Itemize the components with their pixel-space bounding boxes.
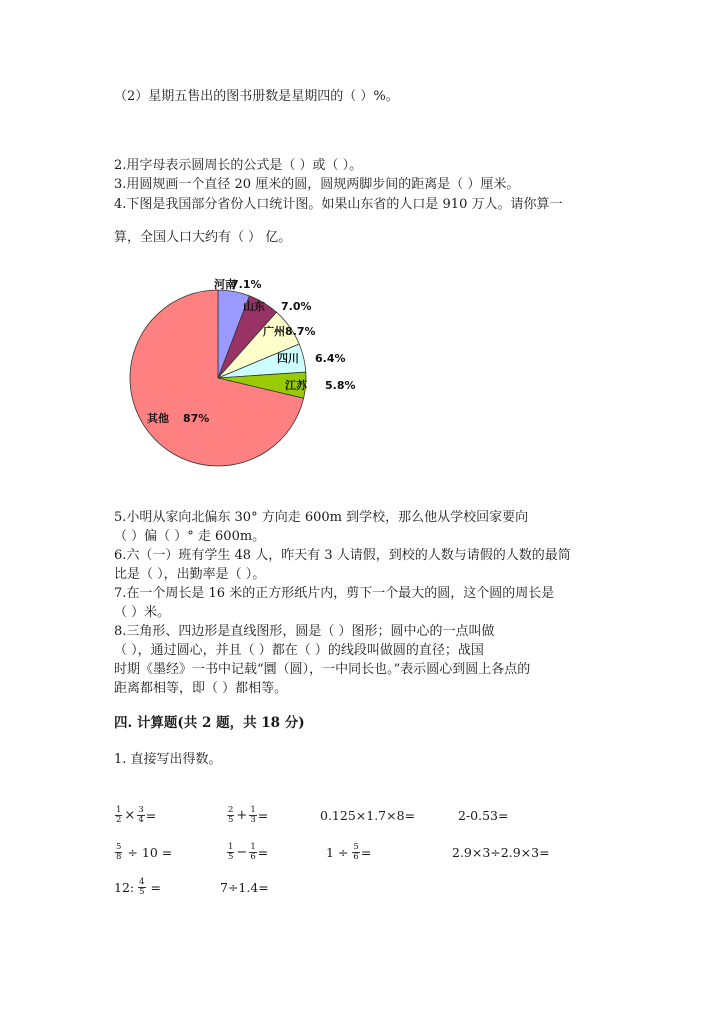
pie-label-5: 江苏 — [285, 379, 307, 392]
pie-label-2: 山东 — [243, 300, 265, 313]
question-5-line1: 5.小明从家向北偏东 30° 方向走 600m 到学校，那么他从学校回家要向 — [114, 510, 529, 525]
pie-label-3: 广州 — [263, 325, 285, 338]
calc-expression-4: 2-0.53= — [458, 808, 509, 823]
question-6-line2: 比是（ ），出勤率是（ ）。 — [114, 567, 266, 582]
pie-value-1: 7.1% — [231, 278, 262, 291]
calc-expression-5: $\frac{5}{8}$ ÷ 10 = — [116, 842, 173, 862]
pie-label-1: 河南 — [214, 278, 236, 291]
calc-expression-1: $\frac{1}{2}$ × $\frac{3}{4}$ = — [116, 805, 157, 825]
question-3: 3.用圆规画一个直径 20 厘米的圆，圆规两脚步间的距离是（ ）厘米。 — [114, 177, 520, 192]
pie-label-4: 四川 — [277, 352, 299, 365]
question-4-line1: 4.下图是我国部分省份人口统计图。如果山东省的人口是 910 万人。请你算一 — [114, 197, 563, 212]
pie-value-6: 87% — [183, 412, 210, 425]
calc-expression-2: $\frac{2}{5}$ + $\frac{1}{3}$ = — [228, 805, 269, 825]
question-8-line3: 时期《墨经》一书中记载“圜（圆），一中同长也。”表示圆心到圆上各点的 — [114, 662, 531, 677]
pie-value-2: 7.0% — [281, 300, 312, 313]
calc-expression-10: 7÷1.4= — [220, 880, 269, 895]
pie-value-3: 8.7% — [285, 325, 316, 338]
calc-expression-9: 12: $\frac{4}{5}$ = — [114, 877, 162, 897]
question-8-line1: 8.三角形、四边形是直线图形，圆是（ ）图形；圆中心的一点叫做 — [114, 624, 495, 639]
question-8-line2: （ ），通过圆心，并且（ ）都在（ ）的线段叫做圆的直径；战国 — [114, 643, 484, 658]
pie-value-4: 6.4% — [315, 352, 346, 365]
calc-expression-8: 2.9×3÷2.9×3= — [452, 845, 550, 860]
calc-expression-7: 1 ÷ $\frac{5}{6}$ = — [326, 842, 372, 862]
question-8-line4: 距离都相等，即（ ）都相等。 — [114, 681, 288, 696]
question-7-line1: 7.在一个周长是 16 米的正方形纸片内，剪下一个最大的圆，这个圆的周长是 — [114, 586, 555, 601]
section-4-title: 四. 计算题(共 2 题，共 18 分) — [114, 715, 305, 731]
population-pie-chart — [125, 265, 385, 480]
question-4-line2: 算，全国人口大约有（ ） 亿。 — [114, 230, 292, 245]
calc-expression-6: $\frac{1}{5}$ − $\frac{1}{6}$ = — [228, 842, 269, 862]
question-2: 2.用字母表示圆周长的公式是（ ）或（ ）。 — [114, 158, 363, 173]
question-5-line2: （ ）偏（ ）° 走 600m。 — [114, 529, 266, 544]
question-6-line1: 6.六（一）班有学生 48 人，昨天有 3 人请假，到校的人数与请假的人数的最简 — [114, 548, 571, 563]
question-7-line2: （ ）米。 — [114, 605, 171, 620]
pie-label-6: 其他 — [147, 412, 169, 425]
calc-expression-3: 0.125×1.7×8= — [320, 808, 416, 823]
section-4-question-1: 1. 直接写出得数。 — [114, 752, 222, 767]
pie-value-5: 5.8% — [325, 379, 356, 392]
question-1-2: （2）星期五售出的图书册数是星期四的（ ）%。 — [114, 89, 399, 104]
